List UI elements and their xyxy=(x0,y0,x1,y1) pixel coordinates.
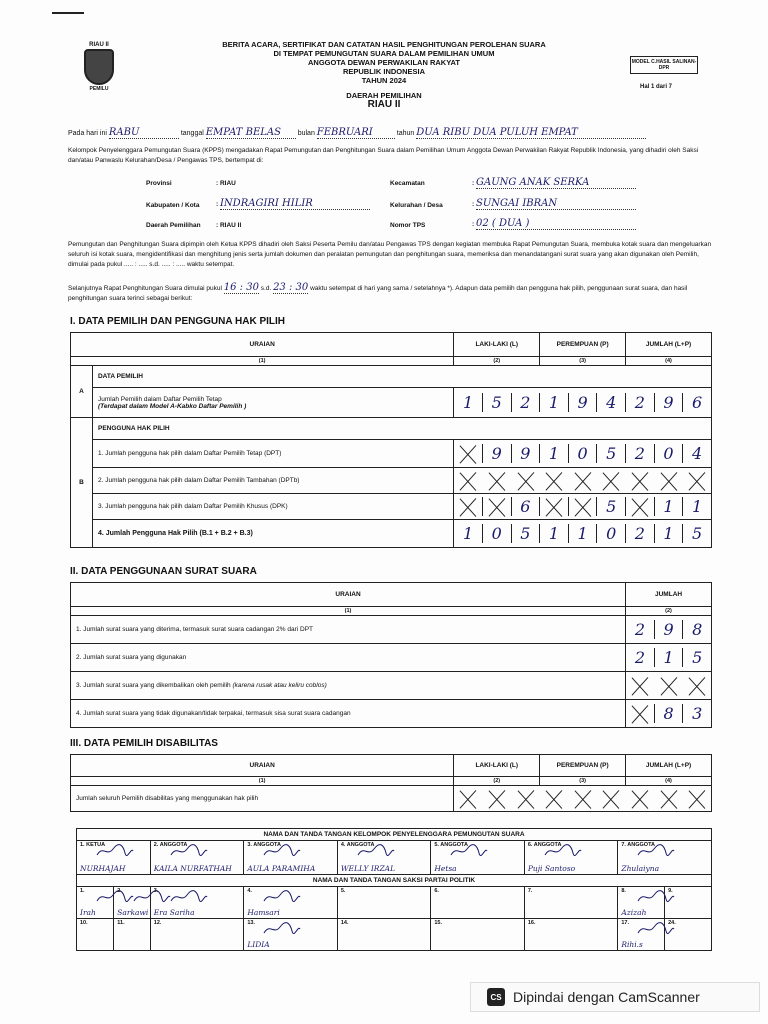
col-num: (1) xyxy=(71,607,626,616)
opening-line xyxy=(68,128,646,139)
digit-box: 5 xyxy=(511,524,540,543)
signature-cell xyxy=(77,887,114,919)
digit-box: 3 xyxy=(682,704,711,723)
table-signatures xyxy=(76,828,712,951)
a-row-text: Jumlah Pemilih dalam Daftar Pemilih Tetap xyxy=(97,395,222,403)
table-disabilitas xyxy=(70,754,712,812)
signature-cell xyxy=(77,919,114,951)
digit-box: 5 xyxy=(482,393,511,412)
digits-ss-4 xyxy=(626,700,712,728)
digit-box: 1 xyxy=(463,393,474,412)
paragraph-1: Pemungutan dan Penghitungan Suara dipimpin oleh Ketua KPPS dihadiri oleh Saksi Peserta Pemilu dan/atau Pengawas TPS dengan kegiatan membuka Rapat Pemungutan Suara, membuka kotak suara dan mengeluarkan seluruh isi kotak suara, mengidentifikasi dan menghitung jenis serta jumlah dokumen dan peralatan pemungutan dan penghitungan suara, memeriksa dan menandatangani surat suara yang akan digunakan oleh Pemilih, dimulai pada pukul ..... : ..... s.d. ..... : ..... waktu setempat. xyxy=(68,241,712,268)
signature-label: 8. xyxy=(621,888,626,894)
header-line: REPUBLIK INDONESIA xyxy=(342,67,426,76)
header-line: BERITA ACARA, SERTIFIKAT DAN CATATAN HASIL PENGHITUNGAN PEROLEHAN SUARA xyxy=(222,40,546,49)
signature-label: 10. xyxy=(80,920,88,926)
digit-box: 2 xyxy=(625,444,654,463)
dis-row-1: Jumlah seluruh Pemilih disabilitas yang menggunakan hak pilih xyxy=(71,786,454,812)
col-uraian: URAIAN xyxy=(71,755,454,777)
dapil-value: : RIAU II xyxy=(216,222,242,229)
signature-label: 11. xyxy=(117,920,125,926)
digit-box: 5 xyxy=(682,648,711,667)
provinsi-label: Provinsi xyxy=(146,180,172,187)
digit-box: 2 xyxy=(625,524,654,543)
col-num: (4) xyxy=(626,357,712,366)
digit-boxes xyxy=(626,620,711,639)
col-jumlah: JUMLAH (L+P) xyxy=(626,333,712,357)
a-title: DATA PEMILIH xyxy=(92,366,711,388)
paragraph-2 xyxy=(68,283,713,304)
signature-label: 2. xyxy=(117,888,122,894)
signature-name: Irah xyxy=(80,908,96,917)
signature-label: 9. xyxy=(668,888,673,894)
daerah-value: RIAU II xyxy=(367,99,401,110)
digit-boxes xyxy=(454,497,711,516)
kpps-signature-cell xyxy=(244,841,338,875)
kabupaten-value: INDRAGIRI HILIR xyxy=(220,198,370,210)
digit-box: 5 xyxy=(682,524,711,543)
signature-scribble-icon xyxy=(636,843,676,859)
col-uraian: URAIAN xyxy=(71,333,454,357)
digit-box: 0 xyxy=(482,524,511,543)
signature-cell xyxy=(618,887,665,919)
camscanner-watermark xyxy=(470,982,760,1012)
section-2-title: II. DATA PENGGUNAAN SURAT SUARA xyxy=(70,566,257,577)
paragraph-2-sd: s.d. xyxy=(260,285,272,292)
table-data-pemilih xyxy=(70,332,712,548)
digits-b2 xyxy=(454,468,712,494)
digit-box: 9 xyxy=(482,444,511,463)
ss-row-1: 1. Jumlah surat suara yang diterima, termasuk surat suara cadangan 2% dari DPT xyxy=(71,616,626,644)
paragraph-2-intro: Selanjutnya Rapat Penghitungan Suara dimulai pukul xyxy=(68,285,222,292)
digit-box: 1 xyxy=(654,497,683,516)
bulan-value: FEBRUARI xyxy=(317,128,395,139)
digit-box: 1 xyxy=(539,393,568,412)
table-surat-suara xyxy=(70,582,712,728)
label-bulan: bulan xyxy=(297,130,315,137)
signature-label: 14. xyxy=(340,920,349,926)
row-label-a: A xyxy=(71,366,93,418)
digits-a xyxy=(454,388,712,418)
signature-role: 1. KETUA xyxy=(80,842,106,848)
signature-label: 1. xyxy=(80,888,85,894)
signature-name: Sarkawi xyxy=(117,908,149,917)
col-perempuan: PEREMPUAN (P) xyxy=(540,333,626,357)
kpps-signature-cell xyxy=(337,841,431,875)
camscanner-icon: CS xyxy=(487,988,505,1006)
signature-cell xyxy=(665,887,712,919)
kpps-signature-cell xyxy=(524,841,618,875)
signature-name: Rihi.s xyxy=(621,940,643,949)
b1-label: 1. Jumlah pengguna hak pilih dalam Daftar Pemilih Tetap (DPT) xyxy=(92,440,453,468)
signature-label: 12. xyxy=(153,920,162,926)
signature-role: 6. ANGGOTA xyxy=(527,842,562,848)
digit-boxes xyxy=(454,444,711,463)
camscanner-text: Dipindai dengan CamScanner xyxy=(513,989,700,1005)
signature-scribble-icon xyxy=(449,843,489,859)
digit-boxes xyxy=(454,524,711,543)
model-box: MODEL C.HASIL SALINAN-DPR xyxy=(630,56,698,74)
dapil-label: Daerah Pemilihan xyxy=(146,222,201,229)
col-num: (1) xyxy=(71,357,454,366)
signature-role: 7. ANGGOTA xyxy=(621,842,655,848)
ss-row-4: 4. Jumlah surat suara yang tidak digunakan/tidak terpakai, termasuk sisa surat suara cadangan xyxy=(71,700,626,728)
kpu-logo xyxy=(76,42,122,104)
daerah-label: DAERAH PEMILIHAN xyxy=(346,91,422,100)
signature-label: 4. xyxy=(247,888,252,894)
signature-cell xyxy=(524,919,618,951)
signature-name: KAILA NURFATHAH xyxy=(153,864,232,873)
header-line: ANGGOTA DEWAN PERWAKILAN RAKYAT xyxy=(308,58,460,67)
hari-value: RABU xyxy=(109,128,179,139)
digit-box: 9 xyxy=(654,393,683,412)
signature-name: Hamsari xyxy=(247,908,280,917)
digit-box: 6 xyxy=(682,393,711,412)
digit-box: 1 xyxy=(539,524,568,543)
signature-cell xyxy=(114,919,151,951)
digit-box: 2 xyxy=(634,648,645,667)
signature-label: 3. xyxy=(153,888,159,894)
digits-ss-3 xyxy=(626,672,712,700)
signature-cell xyxy=(431,887,525,919)
kelurahan-label: Kelurahan / Desa xyxy=(390,202,443,209)
kpps-title: NAMA DAN TANDA TANGAN KELOMPOK PENYELENGGARA PEMUNGUTAN SUARA xyxy=(77,829,712,841)
ss-row-3-note: (karena rusak atau keliru coblos) xyxy=(232,682,327,689)
tps-label: Nomor TPS xyxy=(390,222,426,229)
signature-label: 6. xyxy=(434,888,439,894)
col-perempuan: PEREMPUAN (P) xyxy=(540,755,626,777)
signature-label: 17. xyxy=(621,920,630,926)
row-label-b: B xyxy=(71,418,93,548)
crossed-digit-box xyxy=(539,497,568,516)
digit-boxes xyxy=(454,393,711,412)
signature-scribble-icon xyxy=(543,843,583,859)
digit-box: 0 xyxy=(654,444,683,463)
header-line: DI TEMPAT PEMUNGUTAN SUARA DALAM PEMILIHAN UMUM xyxy=(273,49,495,58)
digit-box: 5 xyxy=(596,497,625,516)
label-tanggal: tanggal xyxy=(180,130,204,137)
kpps-signature-cell xyxy=(618,841,712,875)
kelurahan-row: : SUNGAI IBRAN xyxy=(472,198,636,210)
saksi-title: NAMA DAN TANDA TANGAN SAKSI PARTAI POLITIK xyxy=(77,875,712,887)
kecamatan-value: GAUNG ANAK SERKA xyxy=(476,177,636,189)
kecamatan-row: : GAUNG ANAK SERKA xyxy=(472,177,636,189)
digit-boxes xyxy=(626,648,711,667)
digit-box: 1 xyxy=(654,524,683,543)
digit-box: 1 xyxy=(463,524,474,543)
kpps-signature-row xyxy=(77,841,712,875)
a-row-label xyxy=(92,388,453,418)
digit-box: 1 xyxy=(654,648,683,667)
saksi-signature-row-1 xyxy=(77,887,712,919)
digit-box: 9 xyxy=(511,444,540,463)
end-time: 23 : 30 xyxy=(273,282,309,293)
signature-cell xyxy=(244,919,338,951)
digits-ss-2 xyxy=(626,644,712,672)
signature-scribble-icon xyxy=(169,889,209,905)
digit-box: 0 xyxy=(568,444,597,463)
digit-box: 1 xyxy=(568,524,597,543)
section-3-title: III. DATA PEMILIH DISABILITAS xyxy=(70,738,218,749)
kelurahan-value: SUNGAI IBRAN xyxy=(476,198,636,210)
tanggal-value: EMPAT BELAS xyxy=(206,128,296,139)
col-uraian: URAIAN xyxy=(71,583,626,607)
col-num: (3) xyxy=(540,357,626,366)
col-jumlah: JUMLAH xyxy=(626,583,712,607)
signature-name: Zhulaiyna xyxy=(621,864,660,873)
digits-b3 xyxy=(454,494,712,520)
ss-row-3 xyxy=(71,672,626,700)
logo-bottom-text: PEMILU xyxy=(89,86,109,92)
label-tahun: tahun xyxy=(396,130,415,137)
signature-cell xyxy=(524,887,618,919)
kecamatan-label: Kecamatan xyxy=(390,180,425,187)
signature-scribble-icon xyxy=(262,921,302,937)
kabupaten-label: Kabupaten / Kota xyxy=(146,202,200,209)
start-time: 16 : 30 xyxy=(223,282,259,293)
ss-row-2: 2. Jumlah surat suara yang digunakan xyxy=(71,644,626,672)
saksi-signature-row-2 xyxy=(77,919,712,951)
signature-cell xyxy=(337,887,431,919)
signature-cell xyxy=(244,887,338,919)
col-num: (2) xyxy=(454,777,540,786)
kpps-signature-cell xyxy=(150,841,244,875)
kabupaten-row: : INDRAGIRI HILIR xyxy=(216,198,370,210)
signature-name: Hetsa xyxy=(434,864,457,873)
digits-b1 xyxy=(454,440,712,468)
tps-row: : 02 ( DUA ) xyxy=(472,218,636,230)
col-num: (1) xyxy=(71,777,454,786)
digits-b4 xyxy=(454,520,712,548)
digit-box: 9 xyxy=(568,393,597,412)
digit-box: 8 xyxy=(654,704,683,723)
signature-cell xyxy=(618,919,665,951)
page-number: Hal 1 dari 7 xyxy=(640,84,673,90)
digit-box: 0 xyxy=(596,524,625,543)
crossed-digit-box xyxy=(568,497,597,516)
signature-scribble-icon xyxy=(262,889,302,905)
signature-scribble-icon xyxy=(262,843,302,859)
opening-text: Kelompok Penyelenggara Pemungutan Suara (KPPS) mengadakan Rapat Pemungutan dan Penghitungan Suara dalam Pemilihan Umum Anggota Dewan Perwakilan Rakyat Republik Indonesia, yang dihadiri oleh Saksi dan/atau Panwaslu Kelurahan/Desa / Pengawas TPS, bertempat di: xyxy=(68,147,699,164)
paragraph-2-rest: waktu setempat di hari yang sama / setelahnya *). Adapun data pemilih dan pengguna hak pilih, penggunaan surat suara, dan hasil penghitungan suara terinci sebagai berikut: xyxy=(68,285,688,302)
digit-box: 9 xyxy=(654,620,683,639)
signature-scribble-icon xyxy=(356,843,396,859)
signature-name: Puji Santoso xyxy=(527,864,576,873)
shield-icon xyxy=(84,49,114,85)
digit-box: 1 xyxy=(682,497,711,516)
digit-box: 2 xyxy=(511,393,540,412)
signature-scribble-icon xyxy=(95,843,135,859)
signature-scribble-icon xyxy=(169,843,209,859)
col-jumlah: JUMLAH (L+P) xyxy=(626,755,712,777)
signature-label: 24. xyxy=(668,920,676,926)
header-line: TAHUN 2024 xyxy=(361,76,407,85)
signature-label: 16. xyxy=(527,920,536,926)
signature-label: 13. xyxy=(247,920,255,926)
document-header xyxy=(180,40,588,109)
digit-boxes xyxy=(626,704,711,723)
signature-role: 4. ANGGOTA xyxy=(340,842,375,848)
digits-ss-1 xyxy=(626,616,712,644)
section-1-title: I. DATA PEMILIH DAN PENGGUNA HAK PILIH xyxy=(70,316,285,327)
signature-name: LIDIA xyxy=(247,940,270,949)
signature-role: 3. ANGGOTA xyxy=(247,842,281,848)
digit-box: 2 xyxy=(625,393,654,412)
a-row-note: (Terdapat dalam Model A-Kabko Daftar Pemilih ) xyxy=(97,402,247,410)
signature-name: Era Sariha xyxy=(153,908,195,917)
signature-cell xyxy=(150,919,244,951)
signature-role: 2. ANGGOTA xyxy=(153,842,188,848)
signature-name: NURHAJAH xyxy=(80,864,126,873)
col-num: (4) xyxy=(626,777,712,786)
label-hari: Pada hari ini xyxy=(68,130,107,137)
col-laki: LAKI-LAKI (L) xyxy=(454,333,540,357)
col-num: (2) xyxy=(626,607,712,616)
digit-box: 2 xyxy=(634,620,645,639)
digit-box: 4 xyxy=(682,444,711,463)
b3-label: 3. Jumlah pengguna hak pilih dalam Daftar Pemilih Khusus (DPK) xyxy=(92,494,453,520)
b4-label: 4. Jumlah Pengguna Hak Pilih (B.1 + B.2 + B.3) xyxy=(92,520,453,548)
signature-label: 5. xyxy=(340,888,346,894)
signature-label: 7. xyxy=(527,888,533,894)
b2-label: 2. Jumlah pengguna hak pilih dalam Daftar Pemilih Tambahan (DPTb) xyxy=(92,468,453,494)
signature-cell xyxy=(337,919,431,951)
digit-box: 4 xyxy=(596,393,625,412)
crossed-digit-box xyxy=(626,704,654,723)
ss-row-3-text: 3. Jumlah surat suara yang dikembalikan oleh pemilih xyxy=(76,682,231,689)
signature-cell xyxy=(114,887,151,919)
digits-dis xyxy=(454,786,712,812)
logo-top-text: RIAU II xyxy=(89,42,109,48)
digit-box: 5 xyxy=(596,444,625,463)
b-title: PENGGUNA HAK PILIH xyxy=(92,418,711,440)
scan-mark xyxy=(52,12,84,14)
signature-role: 5. ANGGOTA xyxy=(434,842,468,848)
col-laki: LAKI-LAKI (L) xyxy=(454,755,540,777)
digit-box: 1 xyxy=(539,444,568,463)
signature-name: WELLY IRZAL xyxy=(340,864,396,873)
digit-box: 8 xyxy=(682,620,711,639)
tahun-value: DUA RIBU DUA PULUH EMPAT xyxy=(416,128,646,139)
signature-cell xyxy=(150,887,244,919)
signature-name: AULA PARAMIHA xyxy=(247,864,316,873)
digit-box: 6 xyxy=(511,497,540,516)
provinsi-value: : RIAU xyxy=(216,180,236,187)
signature-name: Azizah xyxy=(621,908,647,917)
crossed-digit-box xyxy=(482,497,511,516)
kpps-signature-cell xyxy=(431,841,525,875)
col-num: (2) xyxy=(454,357,540,366)
crossed-digit-box xyxy=(454,444,482,463)
signature-cell xyxy=(665,919,712,951)
signature-label: 15. xyxy=(434,920,442,926)
crossed-digit-box xyxy=(454,497,482,516)
tps-value: 02 ( DUA ) xyxy=(476,218,636,230)
crossed-digit-box xyxy=(625,497,654,516)
signature-cell xyxy=(431,919,525,951)
col-num: (3) xyxy=(540,777,626,786)
kpps-signature-cell xyxy=(77,841,151,875)
